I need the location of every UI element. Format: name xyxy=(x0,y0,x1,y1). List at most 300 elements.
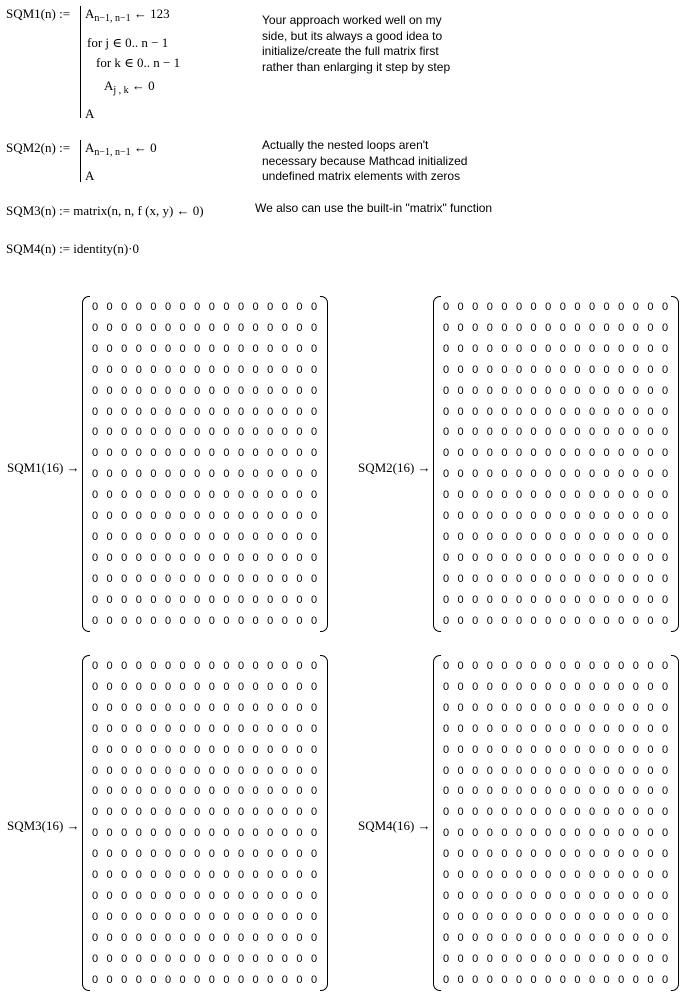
matrix-cell: 0 xyxy=(135,551,142,564)
matrix-cell: 0 xyxy=(559,701,566,714)
matrix-cell: 0 xyxy=(252,722,259,735)
matrix-cell: 0 xyxy=(296,764,303,777)
sqm1-line-for-j: for j ∈ 0.. n − 1 xyxy=(87,35,169,50)
matrix-cell: 0 xyxy=(194,743,201,756)
matrix-cell: 0 xyxy=(237,363,245,376)
matrix-cell: 0 xyxy=(457,743,464,756)
matrix-cell: 0 xyxy=(661,680,669,693)
matrix-cell: 0 xyxy=(223,489,230,502)
matrix-cell: 0 xyxy=(588,301,596,313)
matrix-cell: 0 xyxy=(603,952,610,965)
matrix-cell: 0 xyxy=(252,764,259,777)
assign-value: ← 123 xyxy=(133,6,170,21)
matrix-cell: 0 xyxy=(457,301,464,313)
matrix-cell: 0 xyxy=(559,614,566,627)
matrix-cell: 0 xyxy=(296,342,303,355)
matrix-cell: 0 xyxy=(252,869,259,881)
matrix-cell: 0 xyxy=(179,806,186,819)
matrix-cell: 0 xyxy=(296,722,303,735)
sqm1-line-assign-corner xyxy=(85,6,170,24)
matrix-cell: 0 xyxy=(501,952,508,965)
matrix-cell: 0 xyxy=(91,321,99,334)
matrix-cell: 0 xyxy=(106,827,113,840)
matrix-cell: 0 xyxy=(442,468,450,481)
matrix-cell: 0 xyxy=(150,889,157,902)
matrix-cell: 0 xyxy=(194,510,201,522)
matrix-cell: 0 xyxy=(442,426,450,439)
matrix-cell: 0 xyxy=(530,363,537,376)
matrix-cell: 0 xyxy=(194,426,201,439)
matrix-cell: 0 xyxy=(91,785,99,798)
matrix-cell: 0 xyxy=(296,321,303,334)
matrix-cell: 0 xyxy=(252,301,259,313)
matrix-cell: 0 xyxy=(515,551,523,564)
matrix-cell: 0 xyxy=(223,405,230,418)
matrix-cell: 0 xyxy=(647,743,654,756)
matrix-cell: 0 xyxy=(574,530,581,543)
matrix-cell: 0 xyxy=(603,321,610,334)
matrix-cell: 0 xyxy=(559,660,566,672)
matrix-cell: 0 xyxy=(310,680,318,693)
matrix-cell: 0 xyxy=(237,827,245,840)
matrix-cell: 0 xyxy=(121,551,128,564)
matrix-cell: 0 xyxy=(618,973,625,986)
matrix-cell: 0 xyxy=(472,614,479,627)
matrix-cell: 0 xyxy=(588,321,596,334)
matrix-cell: 0 xyxy=(267,848,274,861)
note-line: initialize/create the full matrix first xyxy=(262,44,439,58)
matrix-cell: 0 xyxy=(223,301,230,313)
matrix-cell: 0 xyxy=(106,363,113,376)
matrix-cell: 0 xyxy=(179,489,186,502)
matrix-cell: 0 xyxy=(603,489,610,502)
matrix-cell: 0 xyxy=(91,468,99,481)
matrix-cell: 0 xyxy=(179,743,186,756)
matrix-cell: 0 xyxy=(121,510,128,522)
matrix-cell: 0 xyxy=(135,869,142,881)
matrix-cell: 0 xyxy=(442,680,450,693)
matrix-cell: 0 xyxy=(618,785,625,798)
matrix-cell: 0 xyxy=(281,593,288,606)
sqm1-result-label: SQM1(16) → xyxy=(7,460,80,475)
matrix-cell: 0 xyxy=(296,384,303,397)
matrix-cell: 0 xyxy=(135,701,142,714)
matrix-cell: 0 xyxy=(501,680,508,693)
matrix-cell: 0 xyxy=(310,447,318,460)
matrix-cell: 0 xyxy=(252,614,259,627)
matrix-cell: 0 xyxy=(267,530,274,543)
matrix-cell: 0 xyxy=(530,572,537,585)
matrix-cell: 0 xyxy=(647,384,654,397)
matrix-cell: 0 xyxy=(91,827,99,840)
matrix-cell: 0 xyxy=(296,301,303,313)
matrix-cell: 0 xyxy=(618,551,625,564)
matrix-cell: 0 xyxy=(121,384,128,397)
matrix-cell: 0 xyxy=(121,614,128,627)
sqm4-result-matrix xyxy=(433,655,679,991)
matrix-cell: 0 xyxy=(296,551,303,564)
matrix-cell: 0 xyxy=(223,722,230,735)
matrix-cell: 0 xyxy=(135,743,142,756)
matrix-cell: 0 xyxy=(574,321,581,334)
matrix-cell: 0 xyxy=(501,342,508,355)
matrix-cell: 0 xyxy=(472,764,479,777)
matrix-cell: 0 xyxy=(574,551,581,564)
matrix-cell: 0 xyxy=(647,530,654,543)
matrix-cell: 0 xyxy=(588,660,596,672)
matrix-cell: 0 xyxy=(281,384,288,397)
matrix-cell: 0 xyxy=(472,342,479,355)
matrix-cell: 0 xyxy=(457,426,464,439)
matrix-cell: 0 xyxy=(135,722,142,735)
matrix-cell: 0 xyxy=(267,764,274,777)
matrix-cell: 0 xyxy=(237,530,245,543)
matrix-cell: 0 xyxy=(208,447,215,460)
matrix-cell: 0 xyxy=(647,342,654,355)
matrix-cell: 0 xyxy=(486,889,493,902)
matrix-cell: 0 xyxy=(237,468,245,481)
matrix-cell: 0 xyxy=(457,468,464,481)
matrix-cell: 0 xyxy=(267,889,274,902)
matrix-cell: 0 xyxy=(530,680,537,693)
matrix-cell: 0 xyxy=(208,572,215,585)
matrix-cell: 0 xyxy=(252,551,259,564)
matrix-cell: 0 xyxy=(208,973,215,986)
matrix-cell: 0 xyxy=(442,551,450,564)
matrix-cell: 0 xyxy=(179,848,186,861)
matrix-cell: 0 xyxy=(632,973,639,986)
matrix-cell: 0 xyxy=(501,363,508,376)
matrix-cell: 0 xyxy=(106,321,113,334)
matrix-cell: 0 xyxy=(603,572,610,585)
matrix-cell: 0 xyxy=(515,489,523,502)
matrix-cell: 0 xyxy=(530,889,537,902)
matrix-cell: 0 xyxy=(310,827,318,840)
matrix-cell: 0 xyxy=(442,593,450,606)
matrix-cell: 0 xyxy=(179,931,186,944)
note-line: undefined matrix elements with zeros xyxy=(262,169,461,183)
matrix-cell: 0 xyxy=(252,363,259,376)
sqm1-line-for-k: for k ∈ 0.. n − 1 xyxy=(96,55,181,70)
matrix-cell: 0 xyxy=(310,722,318,735)
matrix-cell: 0 xyxy=(442,973,450,986)
matrix-cell: 0 xyxy=(121,342,128,355)
matrix-cell: 0 xyxy=(442,301,450,313)
matrix-cell: 0 xyxy=(281,530,288,543)
matrix-cell: 0 xyxy=(442,614,450,627)
matrix-cell: 0 xyxy=(267,701,274,714)
matrix-cell: 0 xyxy=(457,785,464,798)
matrix-cell: 0 xyxy=(223,384,230,397)
matrix-cell: 0 xyxy=(486,743,493,756)
matrix-cell: 0 xyxy=(574,910,581,923)
matrix-cell: 0 xyxy=(530,489,537,502)
matrix-cell: 0 xyxy=(574,827,581,840)
matrix-cell: 0 xyxy=(135,680,142,693)
matrix-cell: 0 xyxy=(559,848,566,861)
matrix-cell: 0 xyxy=(442,952,450,965)
matrix-cell: 0 xyxy=(647,680,654,693)
matrix-cell: 0 xyxy=(281,931,288,944)
matrix-cell: 0 xyxy=(632,572,639,585)
matrix-cell: 0 xyxy=(574,743,581,756)
matrix-cell: 0 xyxy=(281,572,288,585)
matrix-cell: 0 xyxy=(574,785,581,798)
matrix-cell: 0 xyxy=(486,701,493,714)
matrix-cell: 0 xyxy=(559,405,566,418)
matrix-cell: 0 xyxy=(603,426,610,439)
matrix-cell: 0 xyxy=(281,973,288,986)
matrix-cell: 0 xyxy=(501,593,508,606)
matrix-cell: 0 xyxy=(194,468,201,481)
matrix-cell: 0 xyxy=(632,593,639,606)
matrix-cell: 0 xyxy=(632,827,639,840)
matrix-cell: 0 xyxy=(164,510,172,522)
matrix-cell: 0 xyxy=(472,743,479,756)
matrix-cell: 0 xyxy=(632,321,639,334)
matrix-cell: 0 xyxy=(164,614,172,627)
matrix-cell: 0 xyxy=(472,530,479,543)
matrix-cell: 0 xyxy=(442,889,450,902)
matrix-cell: 0 xyxy=(281,827,288,840)
matrix-cell: 0 xyxy=(208,931,215,944)
matrix-cell: 0 xyxy=(208,321,215,334)
matrix-cell: 0 xyxy=(501,910,508,923)
matrix-cell: 0 xyxy=(91,301,99,313)
matrix-cell: 0 xyxy=(501,722,508,735)
matrix-cell: 0 xyxy=(632,701,639,714)
matrix-cell: 0 xyxy=(486,722,493,735)
matrix-cell: 0 xyxy=(135,572,142,585)
matrix-cell: 0 xyxy=(647,764,654,777)
matrix-cell: 0 xyxy=(486,301,493,313)
matrix-cell: 0 xyxy=(310,301,318,313)
matrix-cell: 0 xyxy=(603,973,610,986)
matrix-cell: 0 xyxy=(545,510,552,522)
matrix-cell: 0 xyxy=(545,680,552,693)
matrix-cell: 0 xyxy=(603,848,610,861)
matrix-cell: 0 xyxy=(661,785,669,798)
note-line: side, but its always a good idea to xyxy=(262,28,443,43)
matrix-cell: 0 xyxy=(603,593,610,606)
matrix-cell: 0 xyxy=(310,869,318,881)
matrix-cell: 0 xyxy=(106,593,113,606)
matrix-cell: 0 xyxy=(106,572,113,585)
matrix-cell: 0 xyxy=(647,301,654,313)
matrix-cell: 0 xyxy=(179,530,186,543)
matrix-cell: 0 xyxy=(223,551,230,564)
matrix-cell: 0 xyxy=(91,701,99,714)
matrix-cell: 0 xyxy=(588,743,596,756)
matrix-cell: 0 xyxy=(515,468,523,481)
matrix-cell: 0 xyxy=(618,614,625,627)
matrix-cell: 0 xyxy=(164,743,172,756)
matrix-cell: 0 xyxy=(208,489,215,502)
sqm1-program-bar xyxy=(80,6,81,118)
matrix-cell: 0 xyxy=(106,384,113,397)
matrix-cell: 0 xyxy=(574,848,581,861)
matrix-cell: 0 xyxy=(515,931,523,944)
matrix-cell: 0 xyxy=(267,342,274,355)
matrix-cell: 0 xyxy=(515,447,523,460)
matrix-cell: 0 xyxy=(252,384,259,397)
matrix-cell: 0 xyxy=(106,489,113,502)
matrix-cell: 0 xyxy=(121,572,128,585)
matrix-cell: 0 xyxy=(252,593,259,606)
matrix-cell: 0 xyxy=(603,701,610,714)
matrix-cell: 0 xyxy=(618,530,625,543)
matrix-cell: 0 xyxy=(661,764,669,777)
matrix-cell: 0 xyxy=(194,952,201,965)
matrix-cell: 0 xyxy=(472,468,479,481)
matrix-cell: 0 xyxy=(91,572,99,585)
matrix-cell: 0 xyxy=(208,743,215,756)
matrix-cell: 0 xyxy=(150,973,157,986)
matrix-cell: 0 xyxy=(91,510,99,522)
matrix-cell: 0 xyxy=(237,869,245,881)
matrix-cell: 0 xyxy=(530,785,537,798)
matrix-cell: 0 xyxy=(194,931,201,944)
matrix-cell: 0 xyxy=(442,722,450,735)
matrix-cell: 0 xyxy=(150,530,157,543)
matrix-cell: 0 xyxy=(472,848,479,861)
matrix-cell: 0 xyxy=(223,447,230,460)
matrix-cell: 0 xyxy=(237,593,245,606)
matrix-cell: 0 xyxy=(135,785,142,798)
matrix-cell: 0 xyxy=(515,363,523,376)
matrix-cell: 0 xyxy=(237,848,245,861)
matrix-cell: 0 xyxy=(121,973,128,986)
matrix-cell: 0 xyxy=(252,952,259,965)
matrix-cell: 0 xyxy=(545,363,552,376)
matrix-cell: 0 xyxy=(457,342,464,355)
matrix-cell: 0 xyxy=(296,806,303,819)
matrix-cell: 0 xyxy=(647,468,654,481)
matrix-cell: 0 xyxy=(486,426,493,439)
matrix-cell: 0 xyxy=(530,301,537,313)
matrix-cell: 0 xyxy=(267,952,274,965)
matrix-cell: 0 xyxy=(164,489,172,502)
matrix-cell: 0 xyxy=(545,551,552,564)
matrix-cell: 0 xyxy=(267,660,274,672)
matrix-cell: 0 xyxy=(457,952,464,965)
sqm2-program-bar xyxy=(80,140,81,182)
matrix-cell: 0 xyxy=(223,743,230,756)
matrix-cell: 0 xyxy=(267,468,274,481)
matrix-cell: 0 xyxy=(515,405,523,418)
matrix-cell: 0 xyxy=(164,593,172,606)
matrix-cell: 0 xyxy=(574,889,581,902)
matrix-cell: 0 xyxy=(632,301,639,313)
matrix-cell: 0 xyxy=(223,342,230,355)
matrix-cell: 0 xyxy=(281,468,288,481)
matrix-cell: 0 xyxy=(208,910,215,923)
matrix-cell: 0 xyxy=(267,510,274,522)
matrix-cell: 0 xyxy=(296,614,303,627)
matrix-cell: 0 xyxy=(194,384,201,397)
matrix-cell: 0 xyxy=(574,680,581,693)
matrix-cell: 0 xyxy=(661,848,669,861)
matrix-cell: 0 xyxy=(545,593,552,606)
matrix-cell: 0 xyxy=(501,447,508,460)
matrix-cell: 0 xyxy=(91,910,99,923)
matrix-cell: 0 xyxy=(545,342,552,355)
matrix-cell: 0 xyxy=(135,827,142,840)
matrix-cell: 0 xyxy=(486,973,493,986)
matrix-cell: 0 xyxy=(150,660,157,672)
matrix-cell: 0 xyxy=(442,572,450,585)
matrix-cell: 0 xyxy=(588,614,596,627)
matrix-cell: 0 xyxy=(486,530,493,543)
matrix-cell: 0 xyxy=(574,510,581,522)
matrix-cell: 0 xyxy=(442,764,450,777)
matrix-cell: 0 xyxy=(164,468,172,481)
matrix-cell: 0 xyxy=(252,510,259,522)
matrix-cell: 0 xyxy=(310,593,318,606)
matrix-cell: 0 xyxy=(661,743,669,756)
matrix-cell: 0 xyxy=(603,722,610,735)
note-nested-loops xyxy=(262,138,492,185)
matrix-cell: 0 xyxy=(106,973,113,986)
matrix-cell: 0 xyxy=(296,827,303,840)
matrix-cell: 0 xyxy=(252,743,259,756)
matrix-cell: 0 xyxy=(194,530,201,543)
matrix-cell: 0 xyxy=(179,510,186,522)
matrix-cell: 0 xyxy=(618,572,625,585)
matrix-cell: 0 xyxy=(179,321,186,334)
matrix-cell: 0 xyxy=(208,806,215,819)
matrix-cell: 0 xyxy=(237,660,245,672)
matrix-cell: 0 xyxy=(208,827,215,840)
matrix-cell: 0 xyxy=(588,405,596,418)
matrix-cell: 0 xyxy=(515,614,523,627)
matrix-cell: 0 xyxy=(150,827,157,840)
matrix-cell: 0 xyxy=(267,680,274,693)
matrix-cell: 0 xyxy=(501,701,508,714)
matrix-cell: 0 xyxy=(442,931,450,944)
matrix-cell: 0 xyxy=(106,743,113,756)
matrix-cell: 0 xyxy=(296,848,303,861)
matrix-cell: 0 xyxy=(223,910,230,923)
matrix-cell: 0 xyxy=(661,342,669,355)
matrix-cell: 0 xyxy=(486,764,493,777)
matrix-cell: 0 xyxy=(281,405,288,418)
matrix-cell: 0 xyxy=(618,301,625,313)
matrix-cell: 0 xyxy=(559,869,566,881)
matrix-cell: 0 xyxy=(281,701,288,714)
matrix-cell: 0 xyxy=(194,680,201,693)
matrix-cell: 0 xyxy=(267,806,274,819)
note-line: necessary because Mathcad initialized xyxy=(262,153,468,168)
matrix-cell: 0 xyxy=(632,530,639,543)
matrix-cell: 0 xyxy=(296,363,303,376)
matrix-cell: 0 xyxy=(91,342,99,355)
matrix-cell: 0 xyxy=(179,827,186,840)
matrix-cell: 0 xyxy=(179,701,186,714)
matrix-cell: 0 xyxy=(647,447,654,460)
matrix-cell: 0 xyxy=(618,680,625,693)
matrix-cell: 0 xyxy=(106,701,113,714)
matrix-cell: 0 xyxy=(121,952,128,965)
matrix-cell: 0 xyxy=(530,447,537,460)
matrix-cell: 0 xyxy=(135,447,142,460)
sqm2-result-matrix xyxy=(433,296,679,632)
matrix-cell: 0 xyxy=(150,384,157,397)
matrix-cell: 0 xyxy=(457,489,464,502)
matrix-cell: 0 xyxy=(91,384,99,397)
matrix-cell: 0 xyxy=(150,593,157,606)
matrix-cell: 0 xyxy=(164,973,172,986)
